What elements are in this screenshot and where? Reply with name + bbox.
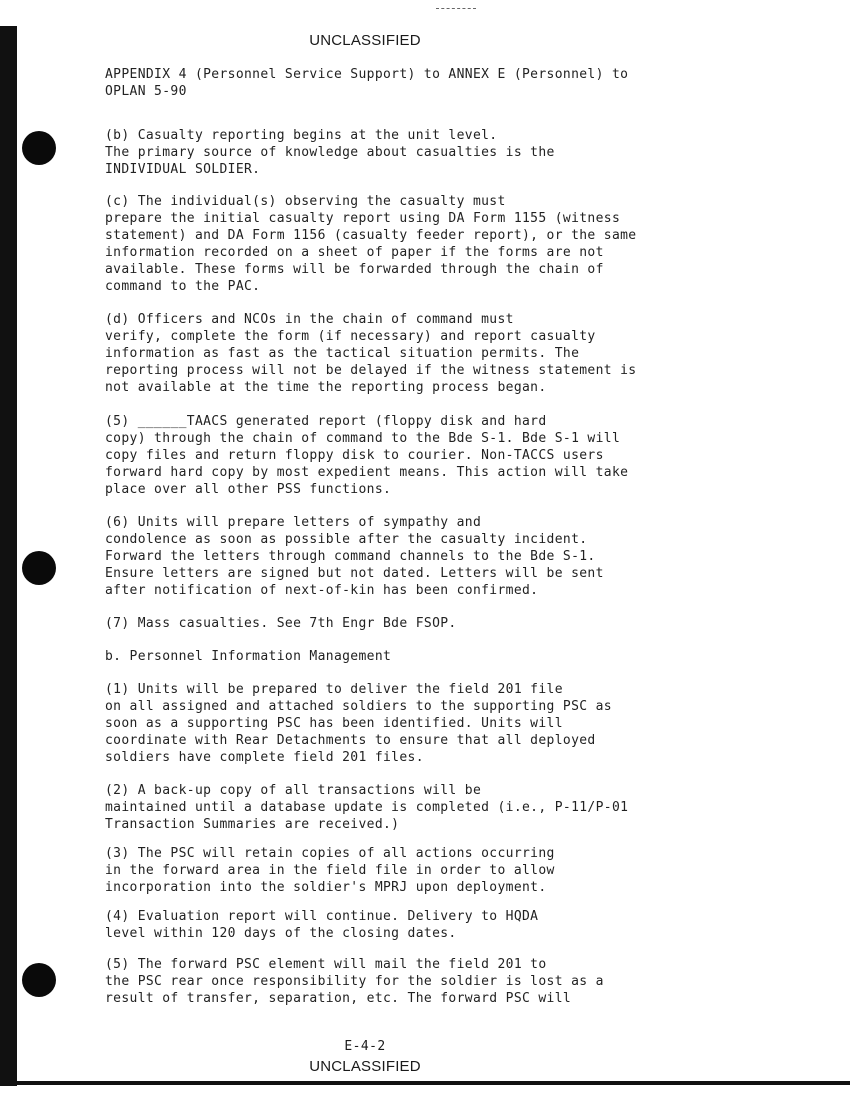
- paragraph-b-casualty-reporting: (b) Casualty reporting begins at the unit level. The primary source of knowledge about casualties is the INDIVIDUAL SOLDIER.: [105, 128, 555, 177]
- paragraph-5-taacs-report: (5) ______TAACS generated report (floppy disk and hard copy) through the chain of command to the Bde S-1. Bde S-1 will copy files and return floppy disk to courier. Non-TACCS users forward hard copy by most expedient means. This action will take place over all other PSS functions.: [105, 414, 629, 497]
- paragraph-5-forward-psc: (5) The forward PSC element will mail the field 201 to the PSC rear once responsibility for the soldier is lost as a result of transfer, separation, etc. The forward PSC will: [105, 957, 604, 1006]
- paragraph-3-retain-copies: (3) The PSC will retain copies of all actions occurring in the forward area in the field file in order to allow incorporation into the soldier's MPRJ upon deployment.: [105, 846, 555, 895]
- page-number: E-4-2: [344, 1039, 386, 1054]
- paragraph-1-field-201: (1) Units will be prepared to deliver the field 201 file on all assigned and attached soldiers to the supporting PSC as soon as a supporting PSC has been identified. Units will coordinate with Rear Detachments to ensure that all deployed soldiers have complete field 201 files.: [105, 682, 612, 765]
- punch-hole-icon: [22, 131, 56, 165]
- paragraph-7-mass-casualties: (7) Mass casualties. See 7th Engr Bde FSOP.: [105, 616, 457, 631]
- header-classification: UNCLASSIFIED: [309, 32, 421, 49]
- paragraph-c-initial-report: (c) The individual(s) observing the casualty must prepare the initial casualty report using DA Form 1155 (witness statement) and DA Form 1156 (casualty feeder report), or the same information recorded on a sheet of paper if the forms are not available. These forms will be forwarded through the chain of command to the PAC.: [105, 194, 637, 294]
- punch-hole-icon: [22, 551, 56, 585]
- scan-bottom-border: [0, 1081, 850, 1085]
- punch-hole-icon: [22, 963, 56, 997]
- scan-top-mark: [436, 8, 476, 10]
- footer-classification: UNCLASSIFIED: [309, 1058, 421, 1075]
- appendix-title: APPENDIX 4 (Personnel Service Support) to ANNEX E (Personnel) to OPLAN 5-90: [105, 67, 629, 99]
- paragraph-4-evaluation: (4) Evaluation report will continue. Delivery to HQDA level within 120 days of the closing dates.: [105, 909, 539, 941]
- paragraph-d-verify: (d) Officers and NCOs in the chain of command must verify, complete the form (if necessary) and report casualty information as fast as the tactical situation permits. The reporting process will not be delayed if the witness statement is not available at the time the reporting process began.: [105, 312, 637, 395]
- paragraph-6-letters: (6) Units will prepare letters of sympathy and condolence as soon as possible after the casualty incident. Forward the letters through command channels to the Bde S-1. Ensure letters are signed but not dated. Letters will be sent after notification of next-of-kin has been confirmed.: [105, 515, 604, 598]
- section-b-heading: b. Personnel Information Management: [105, 649, 392, 664]
- paragraph-2-backup: (2) A back-up copy of all transactions will be maintained until a database update is completed (i.e., P-11/P-01 Transaction Summaries are received.): [105, 783, 629, 832]
- scan-left-border: [0, 26, 17, 1086]
